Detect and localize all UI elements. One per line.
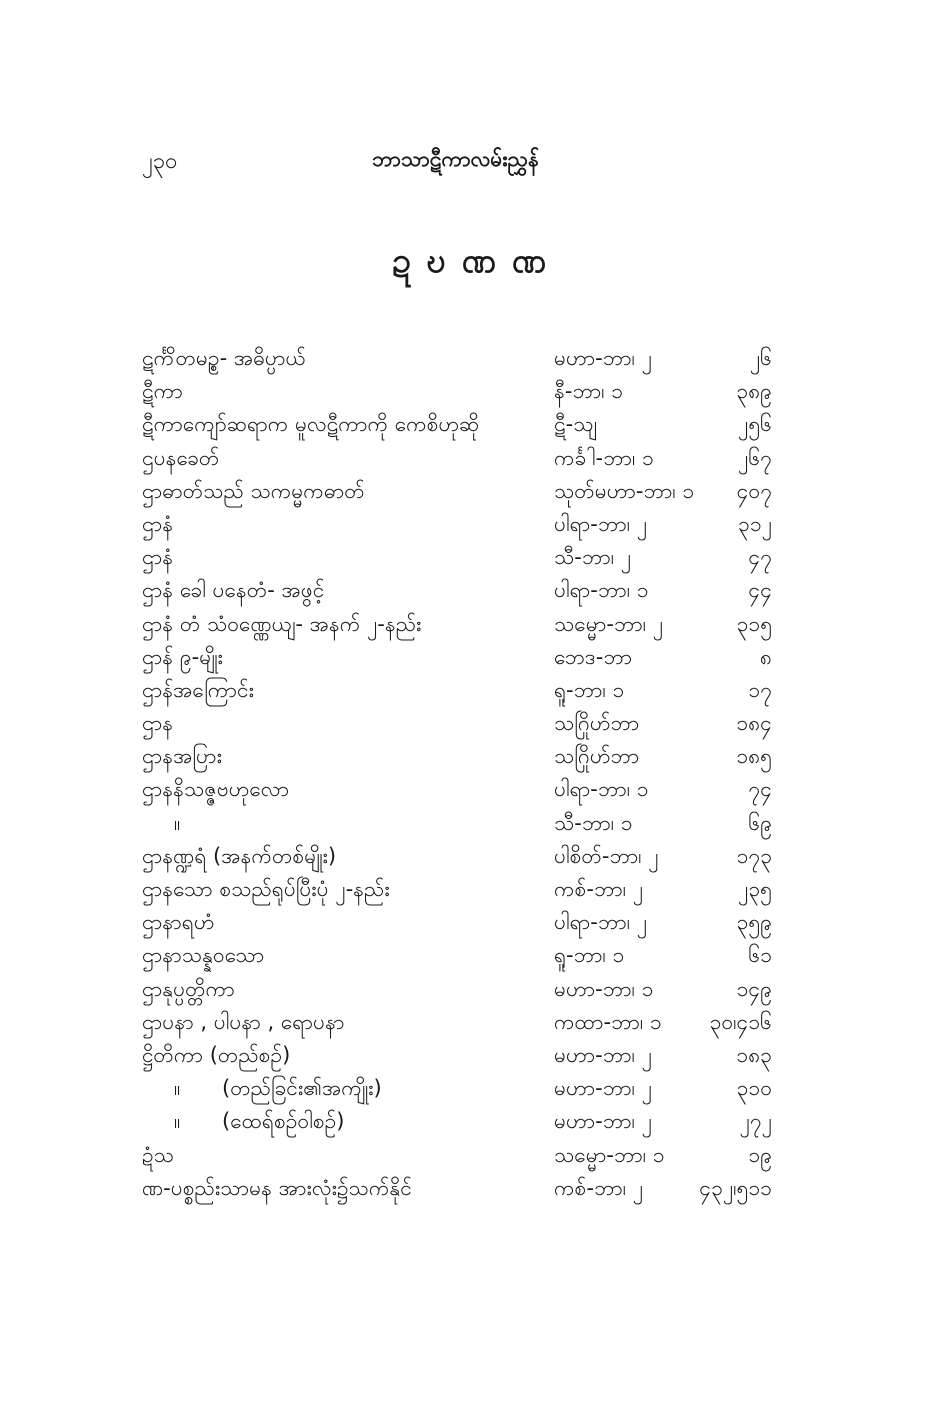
entry-pages: ၂၃၅ bbox=[738, 877, 772, 901]
entry-pages: ၃၅၉ bbox=[736, 910, 772, 935]
index-entry bbox=[142, 740, 782, 773]
index-entry bbox=[142, 342, 782, 375]
entry-pages: ၃၀၊၄၁၆ bbox=[709, 1009, 772, 1034]
index-entry bbox=[142, 1006, 782, 1039]
entry-source: မဟာ-ဘာ၊ ၂ bbox=[554, 346, 652, 370]
entry-term: ဋီကာကျော်ဆရာက မူလဋီကာကို ကေစိဟုဆို bbox=[142, 412, 480, 437]
book-title: ဘာသာဋီကာလမ်းညွှန် bbox=[372, 147, 539, 171]
entry-term: ဏ-ပစ္စည်းသာမန အားလုံး၌သက်နိုင် bbox=[142, 1175, 412, 1200]
entry-term: ဌာနံ ခေါ ပနေတံ- အဖွင့် bbox=[142, 578, 325, 603]
entry-source: သီ-ဘာ၊ ၂ bbox=[554, 545, 632, 570]
entry-source: သမ္မော-ဘာ၊ ၂ bbox=[554, 611, 664, 636]
index-entry bbox=[142, 375, 782, 408]
entry-source: သဂြိုဟ်ဘာ bbox=[554, 744, 640, 769]
entry-pages: ၄၇ bbox=[748, 545, 772, 570]
entry-subterm: (တည်ခြင်း၏အကျိုး) bbox=[222, 1076, 382, 1101]
entry-source: နီ-ဘာ၊ ၁ bbox=[554, 379, 624, 404]
entry-term: ဋင်္ကိတမဥ္စ- အဓိပ္ပာယ် bbox=[142, 346, 306, 370]
entry-pages: ၄၃၂၊၅၁၁ bbox=[699, 1175, 772, 1200]
entry-term: ဌာနသော စသည်ရုပ်ပြီးပုံ ၂-နည်း bbox=[142, 877, 390, 901]
entry-source: ကစ်-ဘာ၊ ၂ bbox=[554, 877, 644, 901]
index-entry bbox=[142, 773, 782, 806]
entry-term: ဌာနုပ္ပတ္တိကာ bbox=[142, 976, 235, 1001]
entry-source: ပါရာ-ဘာ၊ ၁ bbox=[554, 578, 649, 603]
index-entry bbox=[142, 1172, 782, 1205]
entry-pages: ၈ bbox=[760, 644, 772, 669]
entry-source: ပါစိတ်-ဘာ၊ ၂ bbox=[554, 843, 659, 868]
index-entry bbox=[142, 707, 782, 740]
entry-term: ဌာဓာတ်သည် သကမ္မကဓာတ် bbox=[142, 478, 365, 503]
index-entry bbox=[142, 973, 782, 1006]
running-head bbox=[0, 146, 940, 182]
entry-pages: ၁၈၃ bbox=[736, 1042, 772, 1067]
entry-term: ဌာနံ တံ သံဝဏ္ဏေယျ- အနက် ၂-နည်း bbox=[142, 611, 422, 636]
index-entry bbox=[142, 574, 782, 607]
entry-pages: ၁၉ bbox=[748, 1142, 772, 1167]
index-entry bbox=[142, 674, 782, 707]
index-entry bbox=[142, 608, 782, 641]
page-number: ၂၃၀ bbox=[142, 149, 178, 174]
entry-pages: ၁၄၉ bbox=[736, 976, 772, 1001]
entry-pages: ၁၇၃ bbox=[736, 843, 772, 868]
entry-pages: ၆၉ bbox=[748, 810, 772, 835]
entry-term: ဌာပနာ , ပါပနာ , ရောပနာ bbox=[142, 1009, 345, 1034]
entry-term: ဋ္ဌိတိကာ (တည်စဉ်) bbox=[142, 1042, 291, 1067]
index-entry bbox=[142, 1105, 782, 1138]
entry-source: သမ္မော-ဘာ၊ ၁ bbox=[554, 1142, 665, 1167]
entry-pages: ၂၅၆ bbox=[738, 412, 772, 437]
index-entry bbox=[142, 475, 782, 508]
entry-term: ဌပနခေတ် bbox=[142, 445, 220, 470]
index-entry bbox=[142, 1072, 782, 1105]
entry-source: သဂြိုဟ်ဘာ bbox=[554, 711, 640, 736]
index-entry bbox=[142, 939, 782, 972]
index-entry bbox=[142, 1039, 782, 1072]
entry-pages: ၃၁၀ bbox=[736, 1076, 772, 1101]
ditto-mark: ။ bbox=[174, 1076, 181, 1101]
entry-pages: ၆၁ bbox=[748, 943, 772, 968]
entry-term: ဌာနဏ္ဍရံ (အနက်တစ်မျိုး) bbox=[142, 843, 337, 868]
entry-source: ကစ်-ဘာ၊ ၂ bbox=[554, 1175, 644, 1200]
entry-term: ဌာနံ bbox=[142, 545, 174, 570]
entry-source: ဘေဒ-ဘာ bbox=[554, 644, 633, 669]
index-entry bbox=[142, 906, 782, 939]
entry-term: ဌာနအပြား bbox=[142, 744, 222, 769]
index-entry bbox=[142, 408, 782, 441]
entry-pages: ၄၀၇ bbox=[736, 478, 772, 503]
entry-pages: ၂၇၂ bbox=[739, 1109, 772, 1134]
entry-term: ဌာန် ၉-မျိုး bbox=[142, 644, 223, 669]
entry-source: ရူ-ဘာ၊ ၁ bbox=[554, 677, 625, 702]
index-entry bbox=[142, 873, 782, 906]
entry-source: ဋီ-သျ bbox=[554, 412, 597, 437]
entry-source: သုတ်မဟာ-ဘာ၊ ၁ bbox=[554, 478, 695, 503]
entry-pages: ၇၄ bbox=[748, 777, 772, 802]
entry-term: ဌာနံ bbox=[142, 511, 174, 536]
entry-term: ဌာနနိသဇ္ဇဗဟုလော bbox=[142, 777, 290, 802]
entry-source: သီ-ဘာ၊ ၁ bbox=[554, 810, 633, 835]
entry-source: မဟာ-ဘာ၊ ၂ bbox=[554, 1042, 652, 1067]
entry-pages: ၃၁၅ bbox=[736, 611, 772, 636]
entry-source: ရူ-ဘာ၊ ၁ bbox=[554, 943, 625, 968]
ditto-mark: ။ bbox=[174, 1109, 181, 1134]
entry-term: ဌာန bbox=[142, 711, 174, 736]
entry-source: ပါရာ-ဘာ၊ ၁ bbox=[554, 777, 649, 802]
entry-source: ပါရာ-ဘာ၊ ၂ bbox=[554, 511, 648, 536]
entry-pages: ၃၁၂ bbox=[738, 511, 772, 536]
entry-term: ဍံသ bbox=[142, 1142, 174, 1167]
entry-term: ဌာန်အကြောင်း bbox=[142, 677, 254, 702]
entry-source: မဟာ-ဘာ၊ ၂ bbox=[554, 1076, 652, 1101]
index-entry bbox=[142, 840, 782, 873]
entry-pages: ၂၆ bbox=[749, 346, 772, 370]
index-entry bbox=[142, 807, 782, 840]
index-entry bbox=[142, 641, 782, 674]
index-list bbox=[142, 342, 782, 1205]
entry-source: မဟာ-ဘာ၊ ၁ bbox=[554, 976, 654, 1001]
index-entry bbox=[142, 508, 782, 541]
entry-pages: ၁၈၅ bbox=[736, 744, 772, 769]
entry-term: ဋီကာ bbox=[142, 379, 183, 404]
entry-term: ဌာနာသန္နဝသော bbox=[142, 943, 265, 968]
section-heading: ဍ ဎ ဏ ဏ bbox=[391, 241, 549, 281]
entry-source: ကထာ-ဘာ၊ ၁ bbox=[554, 1009, 662, 1034]
entry-source: ပါရာ-ဘာ၊ ၂ bbox=[554, 910, 648, 935]
entry-pages: ၁၈၄ bbox=[736, 711, 772, 736]
entry-pages: ၂၆၇ bbox=[738, 445, 772, 470]
entry-source: မဟာ-ဘာ၊ ၂ bbox=[554, 1109, 652, 1134]
index-entry bbox=[142, 1139, 782, 1172]
entry-pages: ၃၈၉ bbox=[736, 379, 772, 404]
index-entry bbox=[142, 442, 782, 475]
entry-source: ကင်္ခါ-ဘာ၊ ၁ bbox=[554, 445, 654, 470]
entry-pages: ၄၄ bbox=[748, 578, 772, 603]
entry-subterm: (ထေရ်စဉ်ဝါစဉ်) bbox=[222, 1109, 345, 1134]
entry-term: ။ bbox=[174, 810, 181, 835]
entry-pages: ၁၇ bbox=[748, 677, 772, 702]
entry-term: ဌာနာရဟံ bbox=[142, 910, 215, 935]
index-entry bbox=[142, 541, 782, 574]
